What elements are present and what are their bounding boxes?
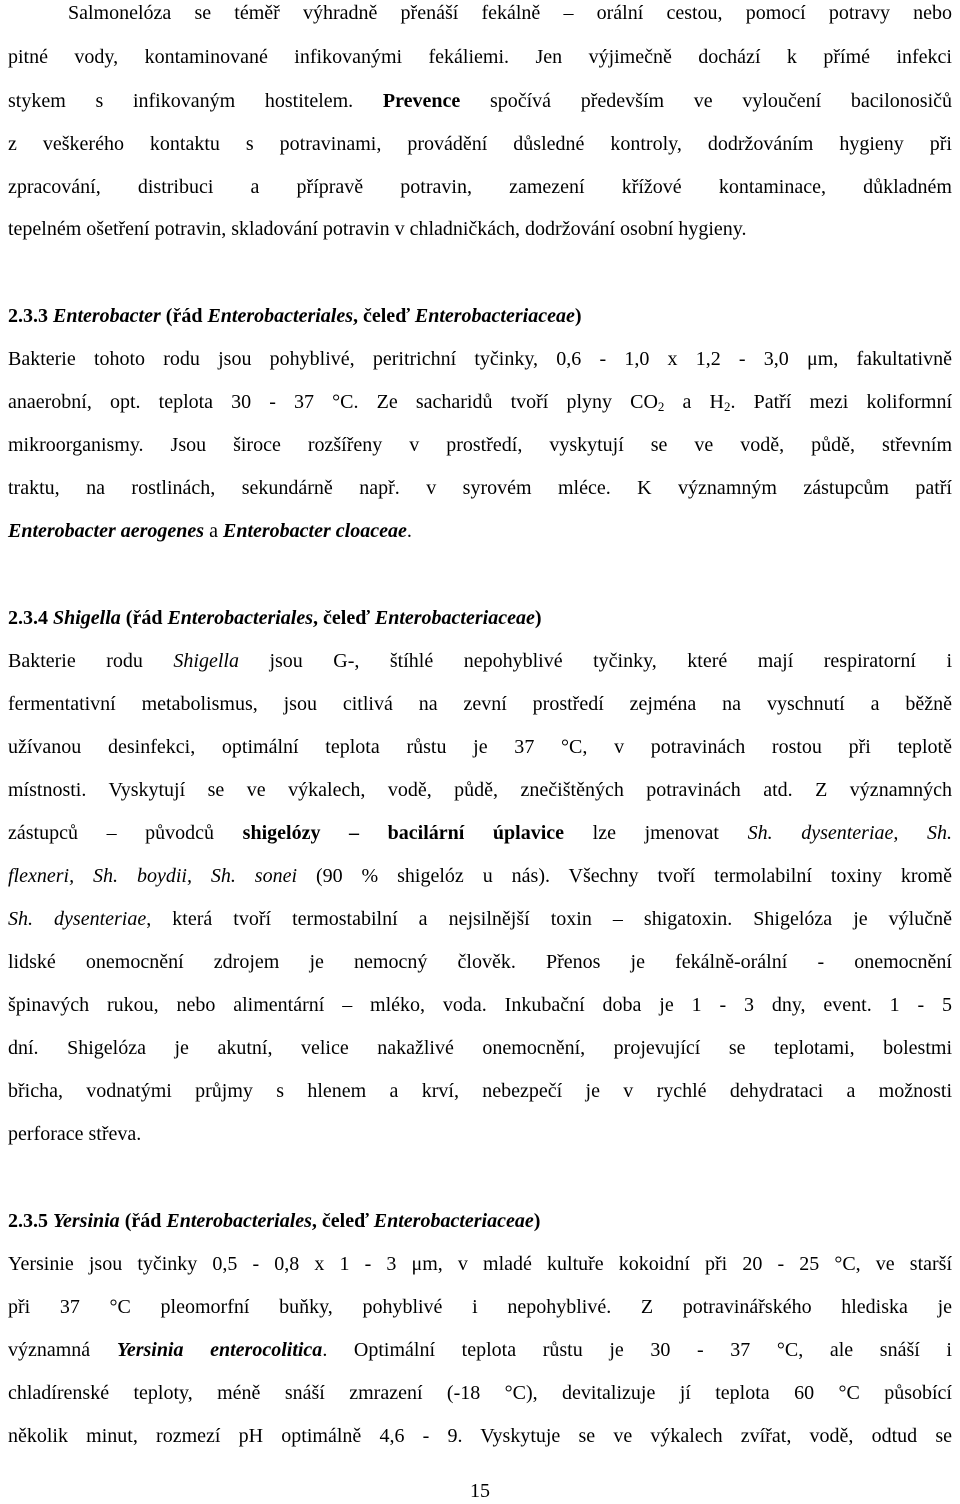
sec234-line-12: perforace střeva. bbox=[8, 1123, 142, 1145]
sec234-line-10: dní. Shigelóza je akutní, velice nakažlivé onemocnění, projevující se teplotami, bolestmi bbox=[8, 1037, 952, 1059]
sec234-line-3: užívanou desinfekci, optimální teplota růstu je 37 °C, v potravinách rostou při teplotě bbox=[8, 736, 952, 758]
para1-line-5: zpracování, distribuci a přípravě potravin, zamezení křížové kontaminace, důkladném bbox=[8, 176, 952, 198]
sec234-line-6: flexneri, Sh. boydii, Sh. sonei (90 % shigelóz u nás). Všechny tvoří termolabilní toxiny kromě bbox=[8, 865, 952, 887]
para1-line-1: Salmonelóza se téměř výhradně přenáší fekálně – orální cestou, pomocí potravy nebo bbox=[68, 2, 952, 24]
sec235-line-1: Yersinie jsou tyčinky 0,5 - 0,8 x 1 - 3 μm, v mladé kultuře kokoidní při 20 - 25 °C, ve starší bbox=[8, 1253, 952, 1275]
sec235-line-3: významná Yersinia enterocolitica. Optimální teplota růstu je 30 - 37 °C, ale snáší i bbox=[8, 1339, 952, 1361]
sec234-line-11: břicha, vodnatými průjmy s hlenem a krví, nebezpečí je v rychlé dehydrataci a možnosti bbox=[8, 1080, 952, 1102]
para1-line-2: pitné vody, kontaminované infikovanými fekáliemi. Jen výjimečně dochází k přímé infekci bbox=[8, 46, 952, 68]
para1-line-4: z veškerého kontaktu s potravinami, provádění důsledné kontroly, dodržováním hygieny při bbox=[8, 133, 952, 155]
sec233-line-1: Bakterie tohoto rodu jsou pohyblivé, peritrichní tyčinky, 0,6 - 1,0 x 1,2 - 3,0 μm, fakultativně bbox=[8, 348, 952, 370]
sec234-line-2: fermentativní metabolismus, jsou citlivá na zevní prostředí zejména na vyschnutí a běžně bbox=[8, 693, 952, 715]
sec233-line-5: Enterobacter aerogenes a Enterobacter cloaceae. bbox=[8, 520, 412, 542]
section-heading-2-3-4: 2.3.4 Shigella (řád Enterobacteriales, čeleď Enterobacteriaceae) bbox=[8, 607, 542, 629]
sec234-line-5: zástupců – původců shigelózy – bacilární úplavice lze jmenovat Sh. dysenteriae, Sh. bbox=[8, 822, 953, 844]
sec235-line-5: několik minut, rozmezí pH optimálně 4,6 - 9. Vyskytuje se ve výkalech zvířat, vodě, odtud se bbox=[8, 1425, 952, 1447]
sec234-line-1: Bakterie rodu Shigella jsou G-, štíhlé nepohyblivé tyčinky, které mají respiratorní i bbox=[8, 650, 953, 672]
para1-line-6: tepelném ošetření potravin, skladování potravin v chladničkách, dodržování osobní hygieny. bbox=[8, 218, 747, 240]
section-heading-2-3-5: 2.3.5 Yersinia (řád Enterobacteriales, čeleď Enterobacteriaceae) bbox=[8, 1210, 541, 1232]
sec233-line-3: mikroorganismy. Jsou široce rozšířeny v prostředí, vyskytují se ve vodě, půdě, střevním bbox=[8, 434, 952, 456]
page-number: 15 bbox=[470, 1480, 490, 1502]
sec233-line-4: traktu, na rostlinách, sekundárně např. v syrovém mléce. K významným zástupcům patří bbox=[8, 477, 952, 499]
sec235-line-4: chladírenské teploty, méně snáší zmrazení (-18 °C), devitalizuje jí teplota 60 °C působící bbox=[8, 1382, 952, 1404]
para1-line-3: stykem s infikovaným hostitelem. Prevence spočívá především ve vyloučení bacilonosičů bbox=[8, 90, 952, 112]
prevence-bold: Prevence bbox=[382, 90, 461, 112]
sec234-line-7: Sh. dysenteriae, která tvoří termostabilní a nejsilnější toxin – shigatoxin. Shigelóza je výlučně bbox=[8, 908, 952, 930]
sec234-line-9: špinavých rukou, nebo alimentární – mléko, voda. Inkubační doba je 1 - 3 dny, event. 1 - 5 bbox=[8, 994, 952, 1016]
sec234-line-4: místnosti. Vyskytují se ve výkalech, vodě, půdě, znečištěných potravinách atd. Z významných bbox=[8, 779, 952, 801]
sec235-line-2: při 37 °C pleomorfní buňky, pohyblivé i nepohyblivé. Z potravinářského hlediska je bbox=[8, 1296, 952, 1318]
sec234-line-8: lidské onemocnění zdrojem je nemocný člověk. Přenos je fekálně-orální - onemocnění bbox=[8, 951, 952, 973]
section-heading-2-3-3: 2.3.3 Enterobacter (řád Enterobacteriales, čeleď Enterobacteriaceae) bbox=[8, 305, 582, 327]
sec233-line-2: anaerobní, opt. teplota 30 - 37 °C. Ze sacharidů tvoří plyny $CO_2$ a $H_2$. Patří mezi koliformní bbox=[8, 391, 952, 414]
